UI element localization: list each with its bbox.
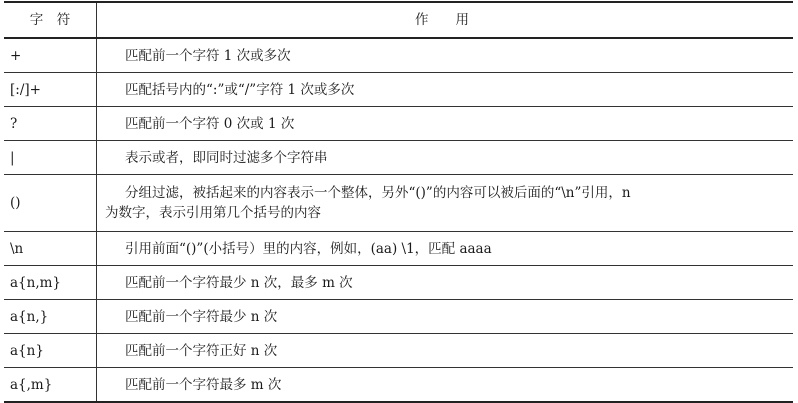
char-cell: \n <box>4 232 97 266</box>
use-cell: 匹配前一个字符正好 n 次 <box>97 334 794 368</box>
char-cell: a{n,m} <box>4 266 97 300</box>
use-cell: 匹配括号内的“:”或“/”字符 1 次或多次 <box>97 73 794 107</box>
table-row <box>4 175 793 232</box>
table-body <box>4 38 793 402</box>
use-cell: 匹配前一个字符 0 次或 1 次 <box>97 107 794 141</box>
table-row <box>4 232 793 266</box>
table-row <box>4 334 793 368</box>
char-cell: a{n,} <box>4 300 97 334</box>
table-row <box>4 368 793 403</box>
column-header-use <box>97 2 794 38</box>
use-cell: 匹配前一个字符最少 n 次，最多 m 次 <box>97 266 794 300</box>
use-cell: 引用前面“()”(小括号）里的内容，例如，(aa) \1，匹配 aaaa <box>97 232 794 266</box>
char-cell: + <box>4 38 97 73</box>
table-header <box>4 2 793 38</box>
use-cell-line-1: 分组过滤，被括起来的内容表示一个整体，另外“()”的内容可以被后面的“\n”引用，n <box>125 185 631 201</box>
column-header-char-label: 字 符 <box>29 12 71 28</box>
use-cell-line-2: 为数字，表示引用第几个括号的内容 <box>105 205 321 221</box>
char-cell: a{n} <box>4 334 97 368</box>
table-row <box>4 107 793 141</box>
table-row <box>4 38 793 73</box>
table-row <box>4 300 793 334</box>
char-cell: | <box>4 141 97 175</box>
char-cell: [:/]+ <box>4 73 97 107</box>
use-cell: 匹配前一个字符 1 次或多次 <box>97 38 794 73</box>
use-cell: 表示或者，即同时过滤多个字符串 <box>97 141 794 175</box>
char-cell: () <box>4 175 97 232</box>
table-row <box>4 141 793 175</box>
header-row <box>4 2 793 38</box>
column-header-char <box>4 2 97 38</box>
column-header-use-label: 作 用 <box>415 12 469 28</box>
table-row <box>4 73 793 107</box>
regex-reference-table <box>4 1 793 403</box>
use-cell <box>97 175 794 232</box>
table-row <box>4 266 793 300</box>
char-cell: ? <box>4 107 97 141</box>
use-cell: 匹配前一个字符最少 n 次 <box>97 300 794 334</box>
use-cell: 匹配前一个字符最多 m 次 <box>97 368 794 403</box>
char-cell: a{,m} <box>4 368 97 403</box>
